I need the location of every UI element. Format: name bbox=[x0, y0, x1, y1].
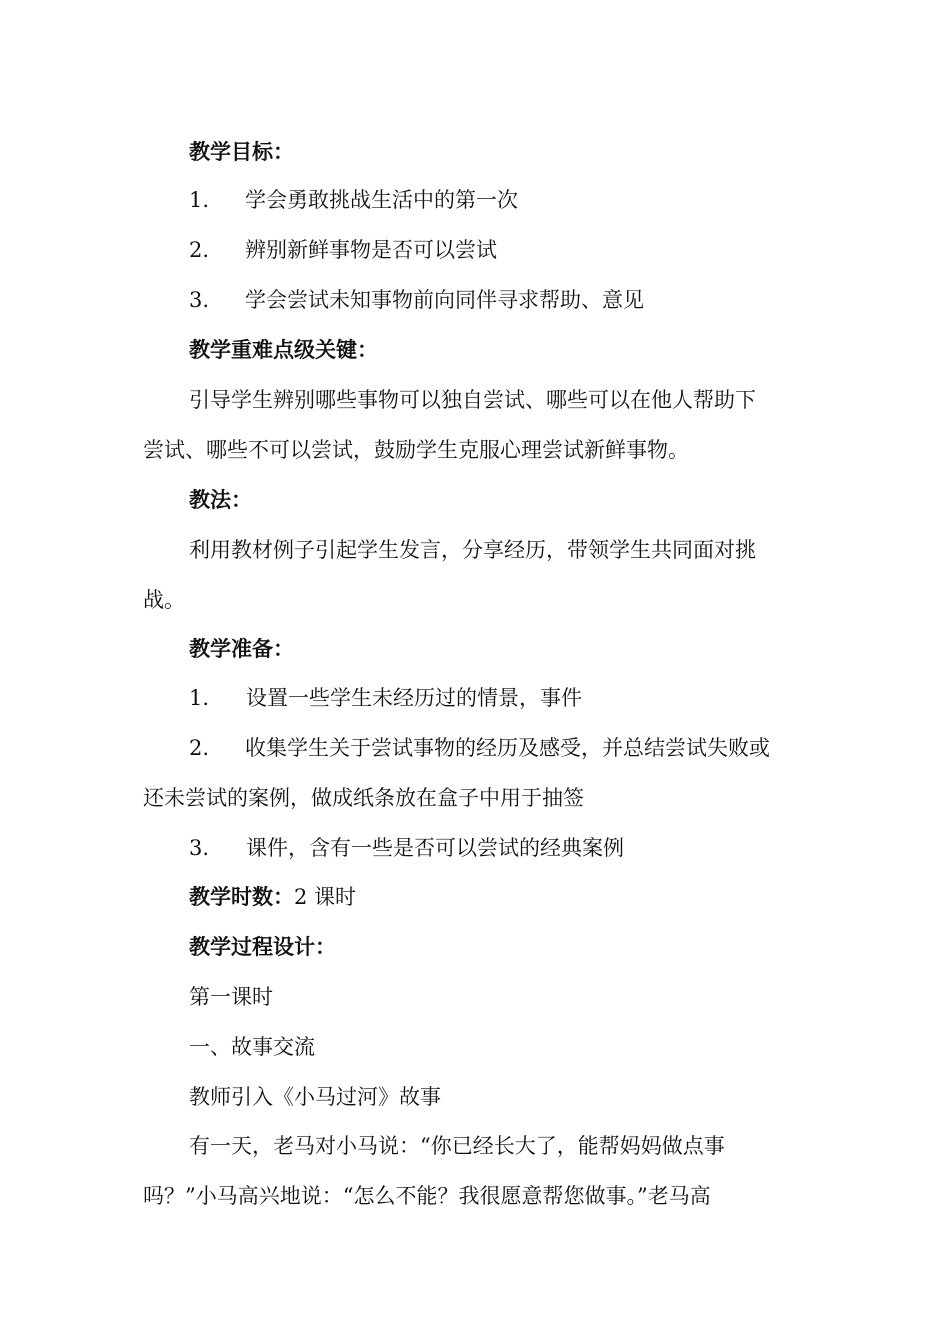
story-line-1: 有一天，老马对小马说：“你已经长大了，能帮妈妈做点事 bbox=[189, 1134, 725, 1158]
key-points-line-2: 尝试、哪些不可以尝试，鼓励学生克服心理尝试新鲜事物。 bbox=[143, 438, 689, 462]
story-line-2: 吗？”小马高兴地说：“怎么不能？我很愿意帮您做事。”老马高 bbox=[143, 1184, 711, 1208]
preparation-number: 1. bbox=[189, 686, 210, 710]
preparation-number: 2. bbox=[189, 736, 210, 760]
preparation-text: 收集学生关于尝试事物的经历及感受，并总结尝试失败或 bbox=[245, 736, 770, 760]
objective-text: 学会尝试未知事物前向同伴寻求帮助、意见 bbox=[245, 288, 644, 312]
preparation-number: 3. bbox=[189, 836, 210, 860]
method-line-2: 战。 bbox=[143, 588, 185, 612]
story-intro: 教师引入《小马过河》故事 bbox=[189, 1085, 441, 1109]
objective-number: 2. bbox=[189, 238, 210, 262]
hours-line bbox=[189, 885, 356, 909]
key-points-heading: 教学重难点级关键： bbox=[189, 337, 378, 362]
objective-text: 辨别新鲜事物是否可以尝试 bbox=[245, 238, 497, 262]
method-line-1: 利用教材例子引起学生发言，分享经历，带领学生共同面对挑 bbox=[189, 538, 756, 562]
objective-text: 学会勇敢挑战生活中的第一次 bbox=[245, 188, 518, 212]
objective-number: 1. bbox=[189, 188, 210, 212]
objective-number: 3. bbox=[189, 288, 210, 312]
objectives-heading: 教学目标： bbox=[189, 139, 294, 164]
section-title: 一、故事交流 bbox=[189, 1035, 315, 1059]
preparation-text: 设置一些学生未经历过的情景，事件 bbox=[246, 686, 582, 710]
lesson-title: 第一课时 bbox=[189, 985, 273, 1009]
hours-value: 2 课时 bbox=[294, 885, 357, 909]
process-heading: 教学过程设计： bbox=[189, 934, 336, 959]
key-points-line-1: 引导学生辨别哪些事物可以独自尝试、哪些可以在他人帮助下 bbox=[189, 388, 756, 412]
preparation-text: 课件，含有一些是否可以尝试的经典案例 bbox=[246, 836, 624, 860]
preparation-item-2-continued: 还未尝试的案例，做成纸条放在盒子中用于抽签 bbox=[143, 786, 584, 810]
hours-heading: 教学时数： bbox=[189, 884, 294, 909]
method-heading: 教法： bbox=[189, 487, 252, 512]
preparation-heading: 教学准备： bbox=[189, 636, 294, 661]
